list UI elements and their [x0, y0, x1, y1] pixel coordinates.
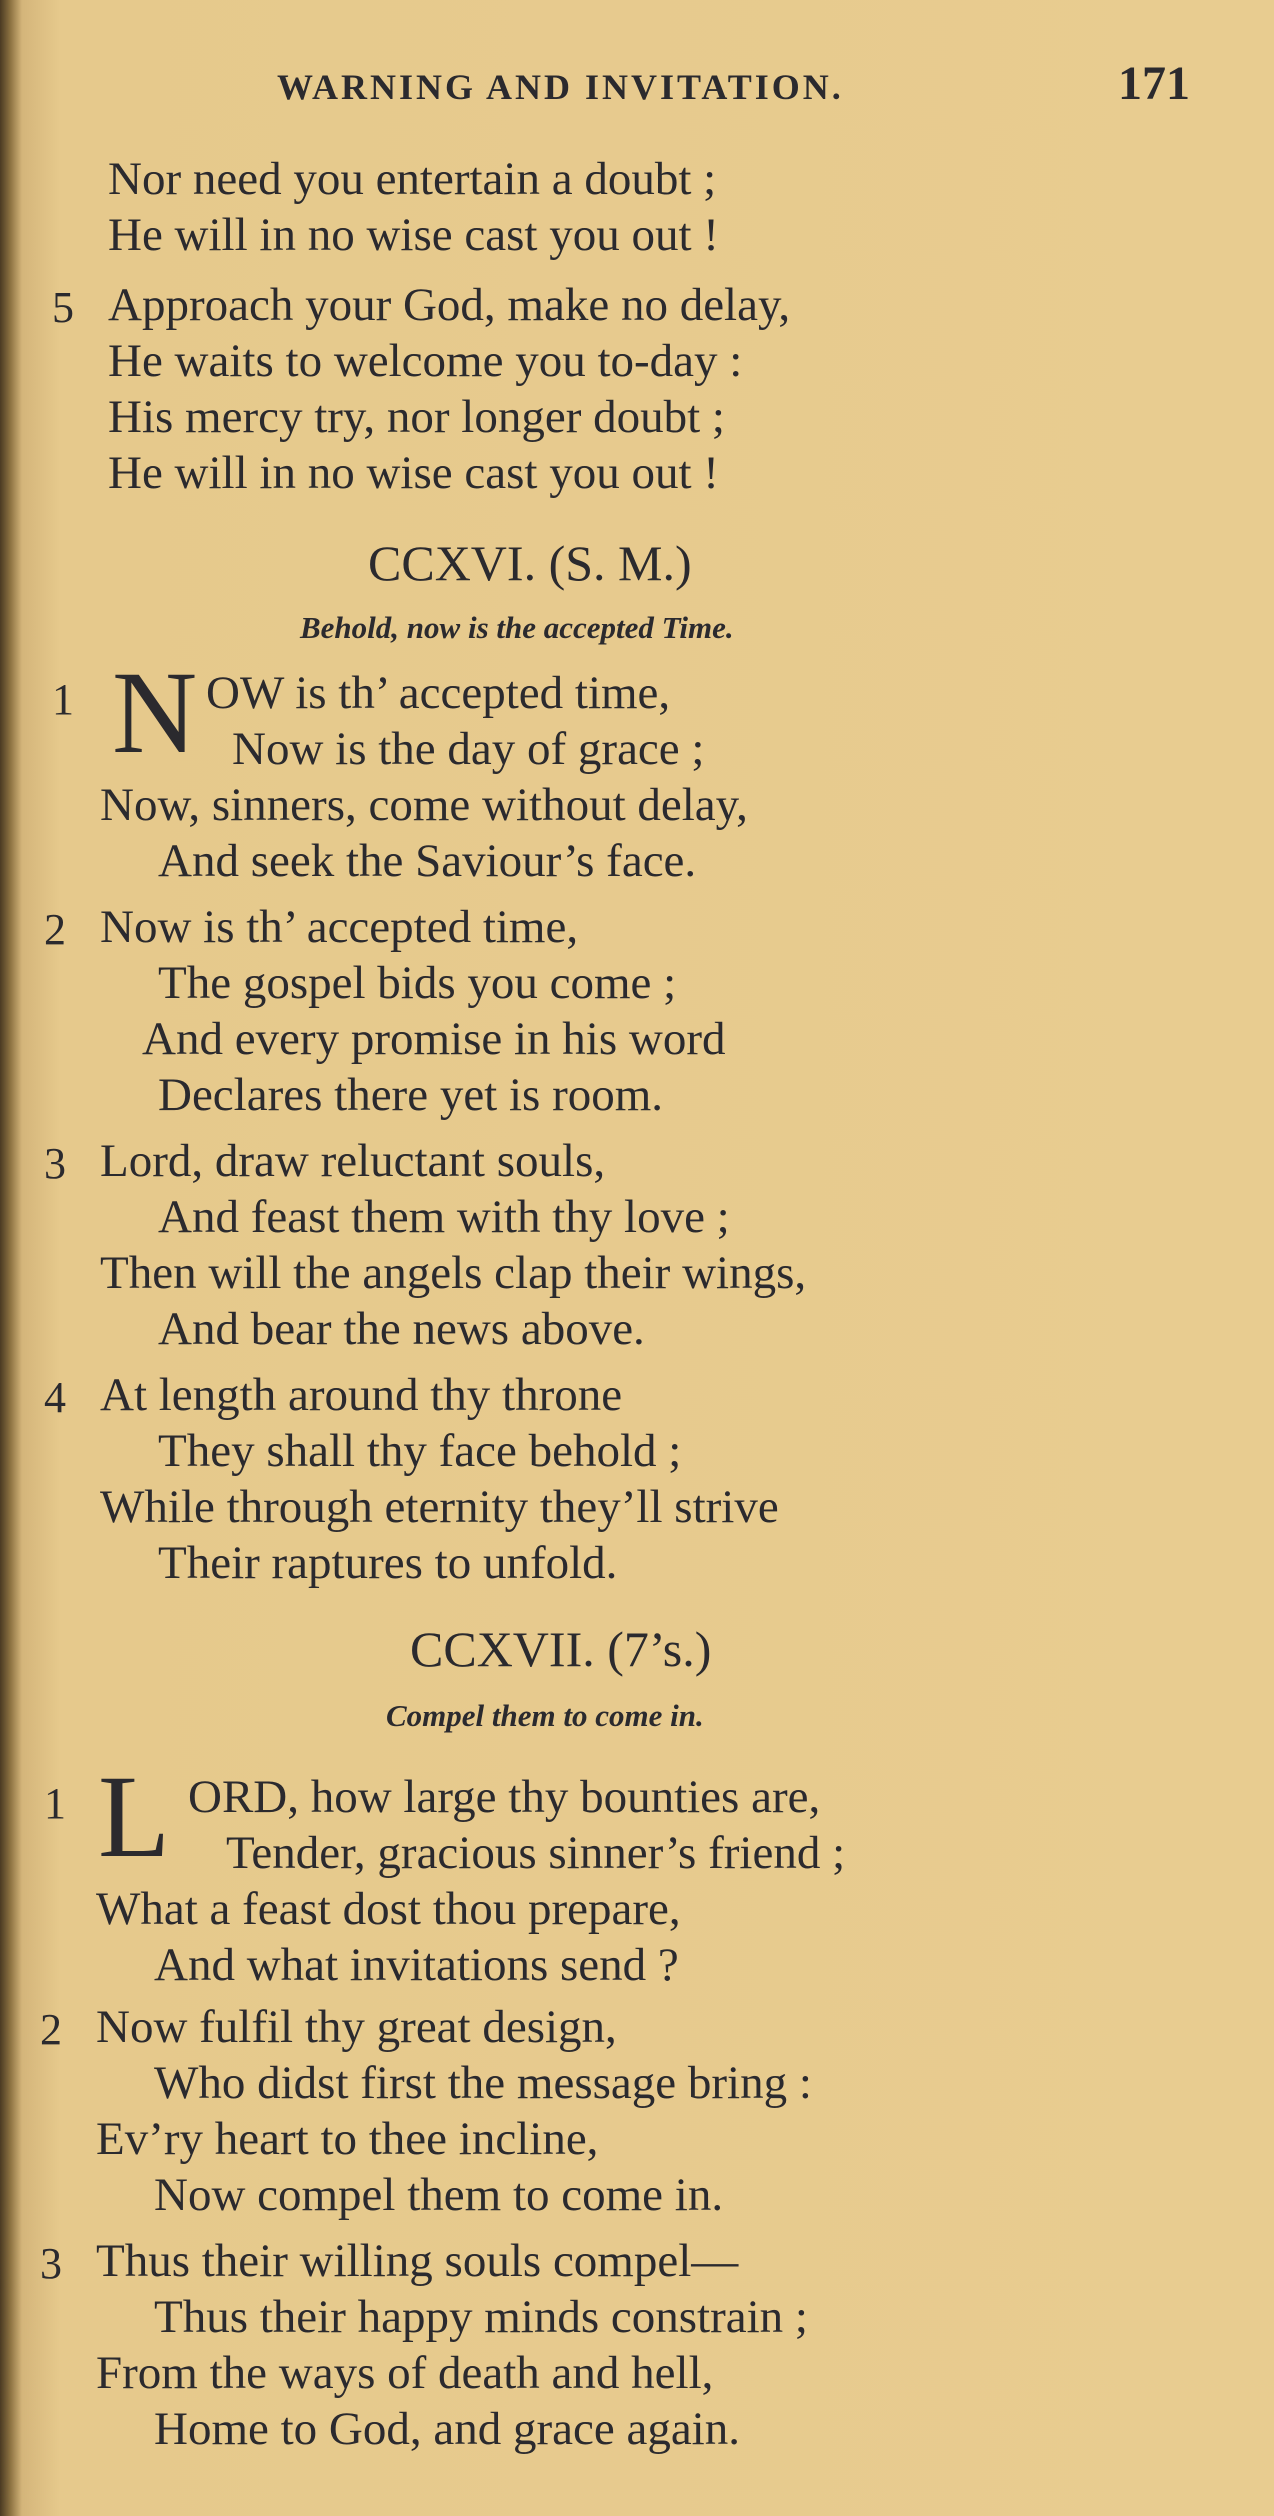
verse-line: And seek the Saviour’s face.	[158, 835, 697, 887]
verse-number: 3	[44, 1139, 66, 1188]
prev-hymn-line: He will in no wise cast you out !	[108, 209, 719, 261]
verse-line: Home to God, and grace again.	[154, 2403, 740, 2455]
verse-line: Then will the angels clap their wings,	[100, 1247, 807, 1299]
verse-line: Thus their willing souls compel—	[96, 2235, 739, 2287]
verse-number: 2	[40, 2005, 62, 2054]
verse-line: Declares there yet is room.	[158, 1069, 664, 1121]
verse-line: At length around thy throne	[100, 1369, 623, 1421]
verse-number: 1	[52, 675, 74, 724]
drop-cap: L	[98, 1751, 171, 1882]
verse-number: 5	[52, 283, 74, 332]
verse-line: Tender, gracious sinner’s friend ;	[226, 1827, 846, 1879]
verse-number: 4	[44, 1373, 66, 1422]
verse-line: Now is th’ accepted time,	[100, 901, 579, 953]
verse-line: And every promise in his word	[142, 1013, 726, 1065]
verse-line: The gospel bids you come ;	[158, 957, 677, 1009]
hymn-title: CCXVII. (7’s.)	[410, 1621, 712, 1677]
verse-number: 3	[40, 2239, 62, 2288]
verse-line: OW is th’ accepted time,	[206, 667, 671, 719]
verse-line: Who didst first the message bring :	[154, 2057, 812, 2109]
verse-line: Now is the day of grace ;	[232, 723, 705, 775]
verse-line: Lord, draw reluctant souls,	[100, 1135, 606, 1187]
verse-line: And bear the news above.	[158, 1303, 645, 1355]
verse-line: From the ways of death and hell,	[96, 2347, 714, 2399]
verse-line: What a feast dost thou prepare,	[96, 1883, 681, 1935]
verse-line: Now compel them to come in.	[154, 2169, 724, 2221]
verse-line: He waits to welcome you to-day :	[108, 335, 743, 387]
hymn-title: CCXVI. (S. M.)	[368, 535, 692, 591]
page-number: 171	[1118, 57, 1190, 110]
verse-line: ORD, how large thy bounties are,	[188, 1771, 821, 1823]
verse-number: 2	[44, 905, 66, 954]
verse-line: His mercy try, nor longer doubt ;	[108, 391, 725, 443]
verse-line: While through eternity they’ll strive	[100, 1481, 779, 1533]
running-title: WARNING AND INVITATION.	[277, 67, 844, 107]
verse-line: Approach your God, make no delay,	[108, 279, 791, 331]
verse-line: Thus their happy minds constrain ;	[154, 2291, 808, 2343]
verse-line: Ev’ry heart to thee incline,	[96, 2113, 599, 2165]
drop-cap: N	[112, 647, 198, 778]
verse-line: Their raptures to unfold.	[158, 1537, 618, 1589]
verse-line: Now fulfil thy great design,	[96, 2001, 617, 2053]
verse-line: And what invitations send ?	[154, 1939, 679, 1991]
verse-line: They shall thy face behold ;	[158, 1425, 682, 1477]
hymn-subtitle: Behold, now is the accepted Time.	[300, 610, 734, 645]
verse-line: And feast them with thy love ;	[158, 1191, 730, 1243]
verse-line: He will in no wise cast you out !	[108, 447, 719, 499]
verse-line: Now, sinners, come without delay,	[100, 779, 748, 831]
hymn-subtitle: Compel them to come in.	[386, 1698, 704, 1733]
verse-number: 1	[44, 1779, 66, 1828]
prev-hymn-line: Nor need you entertain a doubt ;	[108, 153, 717, 205]
